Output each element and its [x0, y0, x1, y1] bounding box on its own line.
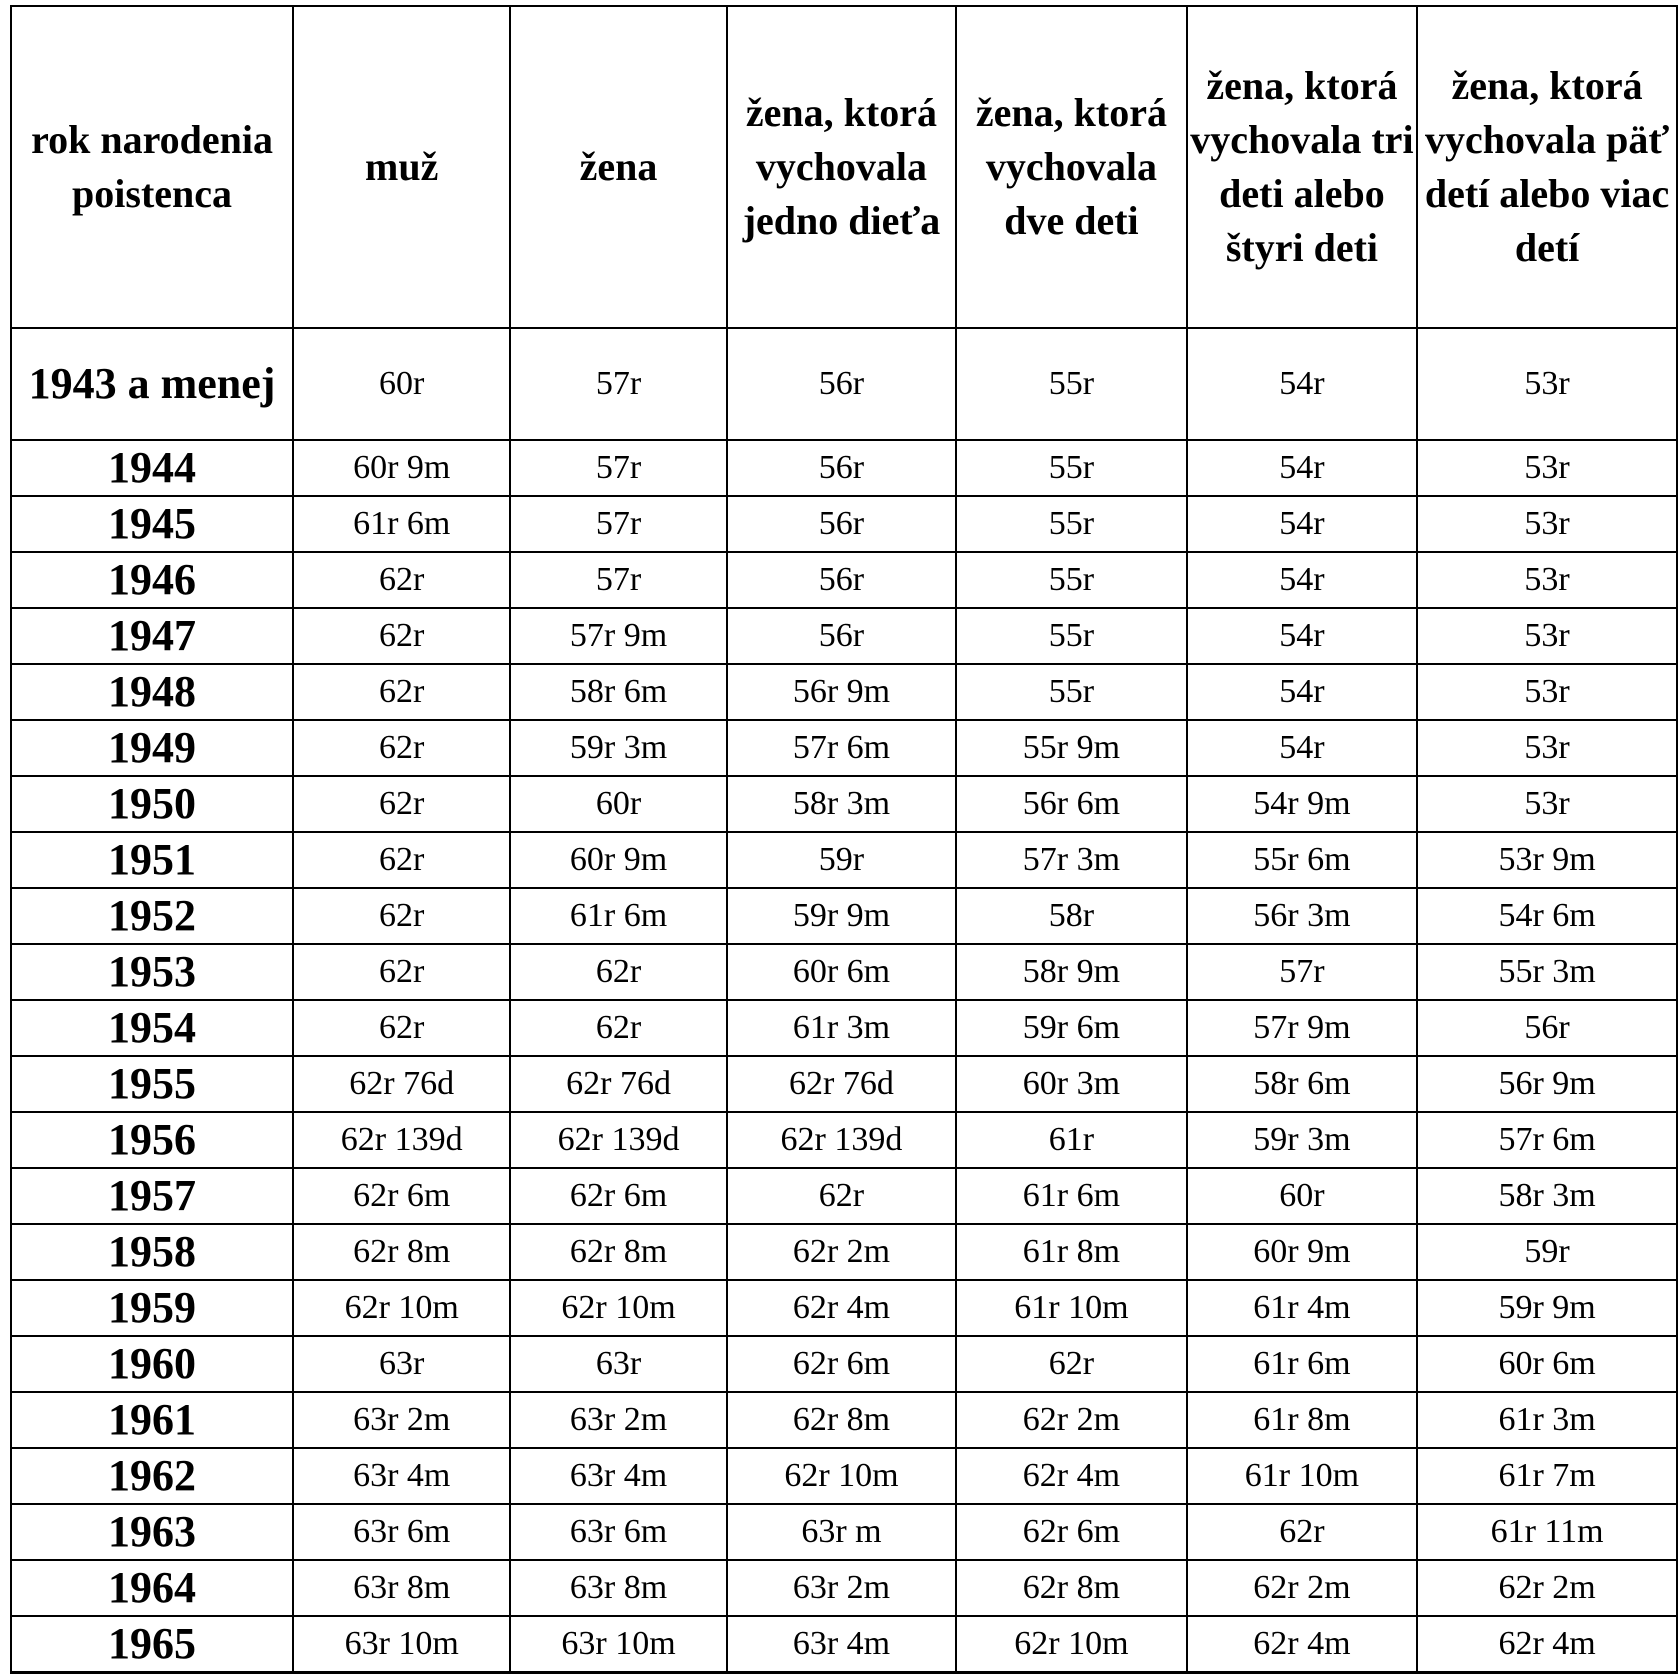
cell-birth-year: 1945	[11, 496, 293, 552]
table-row	[11, 1168, 1677, 1224]
table-row	[11, 1280, 1677, 1336]
cell-birth-year: 1955	[11, 1056, 293, 1112]
cell-woman-five-plus-children: 53r	[1417, 664, 1677, 720]
cell-woman: 57r	[510, 440, 726, 496]
table-row	[11, 1448, 1677, 1504]
cell-woman: 57r 9m	[510, 608, 726, 664]
cell-woman-two-children: 57r 3m	[956, 832, 1186, 888]
cell-woman-five-plus-children: 62r 4m	[1417, 1616, 1677, 1672]
cell-woman-two-children: 61r 6m	[956, 1168, 1186, 1224]
cell-woman-five-plus-children: 56r	[1417, 1000, 1677, 1056]
cell-woman-five-plus-children: 56r 9m	[1417, 1056, 1677, 1112]
cell-birth-year: 1958	[11, 1224, 293, 1280]
cell-woman-five-plus-children: 55r 3m	[1417, 944, 1677, 1000]
cell-woman-two-children: 58r	[956, 888, 1186, 944]
cell-woman: 59r 3m	[510, 720, 726, 776]
table-row	[11, 1056, 1677, 1112]
cell-woman-five-plus-children: 59r 9m	[1417, 1280, 1677, 1336]
cell-woman-three-four-children: 57r	[1187, 944, 1417, 1000]
table-row	[11, 1392, 1677, 1448]
cell-woman-two-children: 55r	[956, 440, 1186, 496]
header-row	[11, 6, 1677, 328]
cell-birth-year: 1948	[11, 664, 293, 720]
table-body	[11, 328, 1677, 1672]
cell-woman-five-plus-children: 53r	[1417, 776, 1677, 832]
cell-man: 63r 6m	[293, 1504, 510, 1560]
cell-woman-one-child: 59r	[727, 832, 956, 888]
cell-woman-two-children: 55r	[956, 608, 1186, 664]
table-row	[11, 1336, 1677, 1392]
cell-woman-three-four-children: 54r	[1187, 720, 1417, 776]
cell-woman-five-plus-children: 58r 3m	[1417, 1168, 1677, 1224]
table-row	[11, 664, 1677, 720]
cell-woman-one-child: 62r 10m	[727, 1448, 956, 1504]
cell-woman: 63r 10m	[510, 1616, 726, 1672]
cell-woman-three-four-children: 62r 4m	[1187, 1616, 1417, 1672]
cell-woman-three-four-children: 54r	[1187, 664, 1417, 720]
table-row	[11, 552, 1677, 608]
cell-woman-five-plus-children: 53r	[1417, 328, 1677, 440]
cell-woman-three-four-children: 54r	[1187, 496, 1417, 552]
cell-man: 62r	[293, 608, 510, 664]
cell-woman-two-children: 61r 10m	[956, 1280, 1186, 1336]
cell-woman-three-four-children: 61r 8m	[1187, 1392, 1417, 1448]
cell-woman: 63r 4m	[510, 1448, 726, 1504]
cell-birth-year: 1943 a menej	[11, 328, 293, 440]
cell-woman-five-plus-children: 61r 7m	[1417, 1448, 1677, 1504]
cell-woman-one-child: 61r 3m	[727, 1000, 956, 1056]
cell-man: 62r	[293, 1000, 510, 1056]
cell-man: 62r	[293, 888, 510, 944]
cell-woman: 58r 6m	[510, 664, 726, 720]
cell-woman-one-child: 62r 4m	[727, 1280, 956, 1336]
cell-woman-three-four-children: 59r 3m	[1187, 1112, 1417, 1168]
cell-woman-one-child: 62r 76d	[727, 1056, 956, 1112]
cell-woman-two-children: 55r	[956, 496, 1186, 552]
cell-woman-five-plus-children: 59r	[1417, 1224, 1677, 1280]
cell-woman-two-children: 61r 8m	[956, 1224, 1186, 1280]
cell-man: 62r	[293, 664, 510, 720]
cell-woman-one-child: 56r 9m	[727, 664, 956, 720]
cell-woman-three-four-children: 60r 9m	[1187, 1224, 1417, 1280]
cell-birth-year: 1964	[11, 1560, 293, 1616]
header-woman-two-children: žena, ktorá vychovala dve deti	[956, 6, 1186, 328]
retirement-age-table	[10, 5, 1678, 1673]
table-bottom-border	[10, 1672, 1678, 1674]
table-row	[11, 440, 1677, 496]
cell-woman: 62r	[510, 944, 726, 1000]
table-row	[11, 1224, 1677, 1280]
cell-woman-two-children: 55r	[956, 552, 1186, 608]
cell-birth-year: 1954	[11, 1000, 293, 1056]
cell-birth-year: 1963	[11, 1504, 293, 1560]
cell-woman-five-plus-children: 61r 3m	[1417, 1392, 1677, 1448]
cell-woman-two-children: 55r	[956, 328, 1186, 440]
cell-birth-year: 1946	[11, 552, 293, 608]
cell-man: 63r 10m	[293, 1616, 510, 1672]
table-row	[11, 776, 1677, 832]
cell-woman-two-children: 62r 4m	[956, 1448, 1186, 1504]
cell-man: 62r 6m	[293, 1168, 510, 1224]
cell-woman: 57r	[510, 496, 726, 552]
header-woman-five-plus-children: žena, ktorá vychovala päť detí alebo viac detí	[1417, 6, 1677, 328]
table-row	[11, 1000, 1677, 1056]
cell-woman-three-four-children: 62r	[1187, 1504, 1417, 1560]
cell-woman-one-child: 59r 9m	[727, 888, 956, 944]
cell-woman-three-four-children: 54r	[1187, 552, 1417, 608]
table-row	[11, 1112, 1677, 1168]
table-row	[11, 1560, 1677, 1616]
cell-woman: 62r 139d	[510, 1112, 726, 1168]
cell-woman-one-child: 56r	[727, 496, 956, 552]
cell-birth-year: 1952	[11, 888, 293, 944]
cell-woman-two-children: 62r	[956, 1336, 1186, 1392]
cell-woman-five-plus-children: 53r	[1417, 440, 1677, 496]
table-row	[11, 608, 1677, 664]
table-row	[11, 944, 1677, 1000]
retirement-age-table-container	[10, 5, 1678, 1673]
cell-woman-two-children: 59r 6m	[956, 1000, 1186, 1056]
header-woman: žena	[510, 6, 726, 328]
table-row	[11, 1504, 1677, 1560]
table-row	[11, 832, 1677, 888]
cell-woman-two-children: 62r 8m	[956, 1560, 1186, 1616]
cell-woman-five-plus-children: 53r 9m	[1417, 832, 1677, 888]
cell-woman-one-child: 63r 2m	[727, 1560, 956, 1616]
cell-woman-five-plus-children: 53r	[1417, 608, 1677, 664]
cell-woman-three-four-children: 58r 6m	[1187, 1056, 1417, 1112]
cell-woman-five-plus-children: 53r	[1417, 720, 1677, 776]
cell-birth-year: 1947	[11, 608, 293, 664]
cell-woman-one-child: 56r	[727, 608, 956, 664]
cell-woman: 63r	[510, 1336, 726, 1392]
cell-woman-two-children: 55r	[956, 664, 1186, 720]
cell-man: 62r	[293, 720, 510, 776]
cell-man: 62r 8m	[293, 1224, 510, 1280]
cell-woman-three-four-children: 56r 3m	[1187, 888, 1417, 944]
cell-man: 61r 6m	[293, 496, 510, 552]
cell-woman-five-plus-children: 54r 6m	[1417, 888, 1677, 944]
cell-birth-year: 1961	[11, 1392, 293, 1448]
cell-woman: 62r	[510, 1000, 726, 1056]
header-birth-year: rok narodenia poistenca	[11, 6, 293, 328]
cell-birth-year: 1953	[11, 944, 293, 1000]
cell-woman-one-child: 56r	[727, 440, 956, 496]
cell-man: 60r 9m	[293, 440, 510, 496]
cell-woman: 62r 6m	[510, 1168, 726, 1224]
cell-man: 63r 8m	[293, 1560, 510, 1616]
cell-woman-five-plus-children: 57r 6m	[1417, 1112, 1677, 1168]
cell-birth-year: 1949	[11, 720, 293, 776]
cell-woman-three-four-children: 54r	[1187, 608, 1417, 664]
cell-woman: 63r 8m	[510, 1560, 726, 1616]
cell-man: 60r	[293, 328, 510, 440]
cell-woman-two-children: 62r 2m	[956, 1392, 1186, 1448]
cell-man: 62r	[293, 776, 510, 832]
table-row	[11, 720, 1677, 776]
cell-woman: 62r 8m	[510, 1224, 726, 1280]
cell-birth-year: 1944	[11, 440, 293, 496]
cell-birth-year: 1965	[11, 1616, 293, 1672]
cell-woman-one-child: 63r 4m	[727, 1616, 956, 1672]
cell-man: 62r 76d	[293, 1056, 510, 1112]
cell-woman-five-plus-children: 62r 2m	[1417, 1560, 1677, 1616]
cell-birth-year: 1951	[11, 832, 293, 888]
cell-birth-year: 1959	[11, 1280, 293, 1336]
cell-woman-five-plus-children: 60r 6m	[1417, 1336, 1677, 1392]
cell-woman: 57r	[510, 552, 726, 608]
cell-birth-year: 1962	[11, 1448, 293, 1504]
cell-woman-three-four-children: 54r	[1187, 328, 1417, 440]
cell-woman-two-children: 61r	[956, 1112, 1186, 1168]
cell-woman: 60r 9m	[510, 832, 726, 888]
cell-woman-three-four-children: 55r 6m	[1187, 832, 1417, 888]
cell-woman: 60r	[510, 776, 726, 832]
table-header	[11, 6, 1677, 328]
cell-woman-one-child: 58r 3m	[727, 776, 956, 832]
header-woman-one-child: žena, ktorá vychovala jedno dieťa	[727, 6, 956, 328]
cell-woman: 57r	[510, 328, 726, 440]
table-row	[11, 888, 1677, 944]
cell-woman-one-child: 56r	[727, 328, 956, 440]
cell-woman-five-plus-children: 53r	[1417, 496, 1677, 552]
cell-man: 62r 139d	[293, 1112, 510, 1168]
cell-birth-year: 1960	[11, 1336, 293, 1392]
cell-woman: 61r 6m	[510, 888, 726, 944]
cell-woman-five-plus-children: 53r	[1417, 552, 1677, 608]
cell-birth-year: 1950	[11, 776, 293, 832]
cell-woman-two-children: 58r 9m	[956, 944, 1186, 1000]
cell-woman-two-children: 56r 6m	[956, 776, 1186, 832]
cell-woman-three-four-children: 61r 6m	[1187, 1336, 1417, 1392]
cell-woman-one-child: 56r	[727, 552, 956, 608]
cell-woman-three-four-children: 60r	[1187, 1168, 1417, 1224]
cell-woman-two-children: 55r 9m	[956, 720, 1186, 776]
cell-woman-three-four-children: 62r 2m	[1187, 1560, 1417, 1616]
cell-woman-three-four-children: 61r 4m	[1187, 1280, 1417, 1336]
cell-woman: 62r 76d	[510, 1056, 726, 1112]
cell-woman-three-four-children: 61r 10m	[1187, 1448, 1417, 1504]
cell-birth-year: 1956	[11, 1112, 293, 1168]
cell-woman-one-child: 57r 6m	[727, 720, 956, 776]
cell-man: 63r 2m	[293, 1392, 510, 1448]
cell-woman-five-plus-children: 61r 11m	[1417, 1504, 1677, 1560]
cell-woman: 62r 10m	[510, 1280, 726, 1336]
cell-woman-two-children: 62r 6m	[956, 1504, 1186, 1560]
cell-woman-one-child: 62r 139d	[727, 1112, 956, 1168]
cell-woman-one-child: 63r m	[727, 1504, 956, 1560]
table-row	[11, 1616, 1677, 1672]
cell-birth-year: 1957	[11, 1168, 293, 1224]
cell-woman-one-child: 62r 6m	[727, 1336, 956, 1392]
cell-man: 63r 4m	[293, 1448, 510, 1504]
cell-woman-three-four-children: 54r 9m	[1187, 776, 1417, 832]
header-woman-three-four-children: žena, ktorá vychovala tri deti alebo štyri deti	[1187, 6, 1417, 328]
cell-man: 62r	[293, 944, 510, 1000]
cell-woman-three-four-children: 54r	[1187, 440, 1417, 496]
table-row	[11, 328, 1677, 440]
cell-man: 63r	[293, 1336, 510, 1392]
cell-woman-one-child: 62r 2m	[727, 1224, 956, 1280]
cell-woman-one-child: 60r 6m	[727, 944, 956, 1000]
cell-woman: 63r 6m	[510, 1504, 726, 1560]
cell-woman-one-child: 62r 8m	[727, 1392, 956, 1448]
table-row	[11, 496, 1677, 552]
cell-man: 62r	[293, 552, 510, 608]
cell-woman: 63r 2m	[510, 1392, 726, 1448]
cell-woman-two-children: 60r 3m	[956, 1056, 1186, 1112]
cell-woman-one-child: 62r	[727, 1168, 956, 1224]
cell-woman-three-four-children: 57r 9m	[1187, 1000, 1417, 1056]
cell-man: 62r	[293, 832, 510, 888]
cell-man: 62r 10m	[293, 1280, 510, 1336]
header-man: muž	[293, 6, 510, 328]
cell-woman-two-children: 62r 10m	[956, 1616, 1186, 1672]
